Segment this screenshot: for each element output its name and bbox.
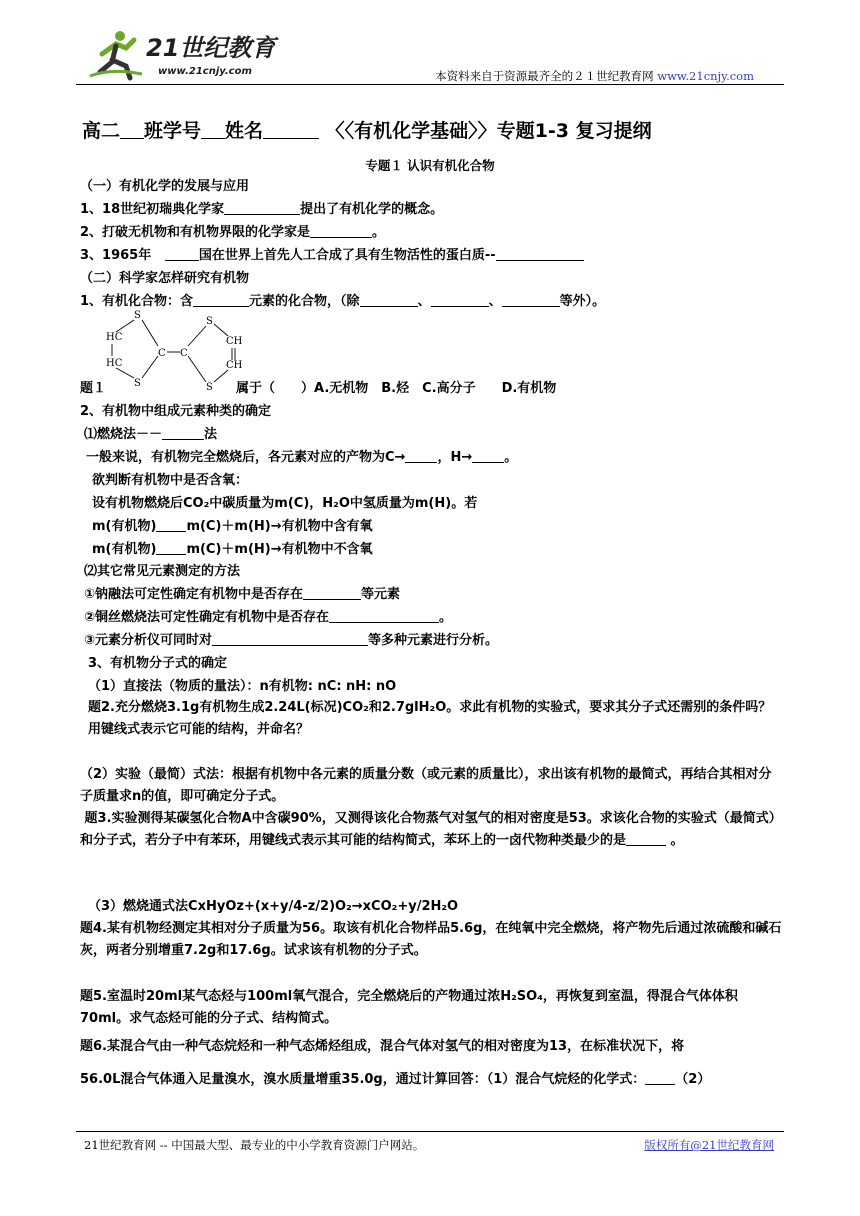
item-1-text-b: 提出了有机化学的概念。 <box>300 202 444 217</box>
question-4: 题4.某有机物经测定其相对分子质量为56。取该有机化合物样品5.6g，在纯氧中完全燃烧，将产物先后通过浓硫酸和碱石灰，两者分别增重7.2g和17.6g。试求该有机物的分子式。 <box>80 921 782 958</box>
item-11-text-b: m(C)＋m(H)→有机物中不含氧 <box>186 542 373 557</box>
logo-url: www.21cnjy.com <box>158 66 252 77</box>
section-subtitle: 专题１ 认识有机化合物 <box>365 158 495 173</box>
copyright-link[interactable]: 版权所有@21世纪教育网 <box>644 1138 774 1152</box>
item-8: 欲判断有机物中是否含氧： <box>92 473 249 488</box>
question-3-text: 题3.实验测得某碳氢化合物A中含碳90%，又测得该化合物蒸气对氢气的相对密度是53。求该化合物的实验式（最简式）和分子式，若分子中有苯环，用键线式表示其可能的结构简式，苯环上的一卤代物种类最少的是 <box>80 811 782 848</box>
blank <box>472 450 504 463</box>
number-blank <box>201 126 225 139</box>
title-grade: 高二 <box>82 120 121 142</box>
item-10-text-a: m(有机物) <box>92 519 157 534</box>
item-14 <box>84 609 452 627</box>
item-16: 3、有机物分子式的确定 <box>88 656 228 671</box>
item-11 <box>92 541 373 559</box>
question-6-line-1: 题6.某混合气由一种气态烷烃和一种气态烯烃组成，混合气体对氢气的相对密度为13，在标准状况下，将 <box>80 1039 685 1054</box>
atom-hc-bottom: HC <box>106 358 123 369</box>
question-3-end: 。 <box>666 833 684 848</box>
blank <box>156 519 186 532</box>
item-6-text-a: ⑴燃烧法－－ <box>84 427 163 442</box>
question-1-label: 题１ <box>80 381 107 396</box>
item-2 <box>80 224 385 242</box>
class-blank <box>120 126 144 139</box>
item-2-text-b: 。 <box>372 225 386 240</box>
header-note-prefix: 本资料来自于资源最齐全的２１世纪教育网 <box>435 69 654 83</box>
name-blank <box>263 126 319 139</box>
blank <box>360 294 418 307</box>
blank <box>496 248 584 261</box>
item-4-text-e: 等外）。 <box>559 294 606 309</box>
chemical-structure-diagram <box>100 306 270 390</box>
atom-c-left: C <box>158 348 166 359</box>
atom-s-left-top: S <box>134 310 141 321</box>
section-heading-1: （一）有机化学的发展与应用 <box>80 179 250 194</box>
item-18: （2）实验（最简）式法：根据有机物中各元素的质量分数（或元素的质量比），求出该有机物的最简式，再结合其相对分子质量求n的值，即可确定分子式。 <box>80 767 772 804</box>
item-7-text-b: ，H→ <box>437 450 473 465</box>
item-4-text-b: 元素的化合物，（除 <box>249 294 360 309</box>
item-15-text-a: ③元素分析仪可同时对 <box>84 633 213 648</box>
item-3 <box>80 247 584 265</box>
item-15 <box>84 632 498 650</box>
item-11-text-a: m(有机物) <box>92 542 157 557</box>
structure-bonds <box>112 320 235 382</box>
blank <box>405 450 437 463</box>
item-10-text-b: m(C)＋m(H)→有机物中含有氧 <box>186 519 373 534</box>
item-14-text-a: ②铜丝燃烧法可定性确定有机物中是否存在 <box>84 610 330 625</box>
header-note <box>435 68 754 84</box>
item-19: （3）燃烧通式法CxHyOz+(x+y/4-z/2)O₂→xCO₂+y/2H₂O <box>88 899 459 914</box>
item-4-text-a: 1、有机化合物：含 <box>80 294 194 309</box>
item-13-text-a: ①钠融法可定性确定有机物中是否存在 <box>84 587 304 602</box>
item-14-text-b: 。 <box>439 610 453 625</box>
page-title <box>82 116 782 143</box>
question-1-text: 属于（ ）A.无机物 B.烃 C.高分子 D.有机物 <box>236 381 557 396</box>
header-divider <box>76 84 784 85</box>
blank <box>165 248 199 261</box>
item-3-text-b: 国在世界上首先人工合成了具有生物活性的蛋白质-- <box>198 248 496 263</box>
item-4-text-d: 、 <box>488 294 502 309</box>
item-7 <box>86 449 517 467</box>
item-10 <box>92 518 373 536</box>
blank <box>329 610 439 623</box>
question-2: 题2.充分燃烧3.1g有机物生成2.24L(标况)CO₂和2.7glH₂O。求此有机物的实验式，要求其分子式还需别的条件吗？用键线式表示它可能的结构，并命名？ <box>88 700 772 737</box>
blank <box>431 294 489 307</box>
footer-divider <box>76 1131 784 1132</box>
runner-icon <box>90 31 142 78</box>
question-1 <box>80 380 556 398</box>
question-6-line-2 <box>80 1071 710 1089</box>
atom-ch-top: CH <box>226 336 243 347</box>
question-3 <box>80 808 784 852</box>
blank <box>212 633 368 646</box>
title-class-number: 班学号 <box>144 120 202 142</box>
logo-text: 21世纪教育 <box>146 34 276 62</box>
atom-ch-bottom: CH <box>226 360 243 371</box>
atom-s-right-bottom: S <box>206 382 213 390</box>
item-13 <box>84 586 400 604</box>
item-1-text-a: 1、18世纪初瑞典化学家 <box>80 202 225 217</box>
item-7-text-a: 一般来说，有机物完全燃烧后，各元素对应的产物为C→ <box>86 450 406 465</box>
atom-s-right-top: S <box>206 316 213 327</box>
item-2-text-a: 2、打破无机物和有机物界限的化学家是 <box>80 225 311 240</box>
question-6-end: （2） <box>675 1072 711 1087</box>
item-12: ⑵其它常见元素测定的方法 <box>84 564 241 579</box>
atom-c-right: C <box>180 348 188 359</box>
site-logo <box>82 24 292 84</box>
item-6 <box>84 426 217 444</box>
item-13-text-b: 等元素 <box>361 587 401 602</box>
item-17: （1）直接法（物质的量法）：n有机物: nC: nH: nO <box>88 679 397 694</box>
item-6-text-b: 法 <box>204 427 218 442</box>
question-6-text: 56.0L混合气体通入足量溴水，溴水质量增重35.0g，通过计算回答：（1）混合气烷烃的化学式： <box>80 1072 646 1087</box>
blank <box>156 542 186 555</box>
item-5: 2、有机物中组成元素种类的确定 <box>80 404 272 419</box>
blank <box>162 427 204 440</box>
blank <box>502 294 560 307</box>
atom-hc-top: HC <box>106 332 123 343</box>
item-9: 设有机物燃烧后CO₂中碳质量为m(C)，H₂O中氢质量为m(H)。若 <box>92 496 478 511</box>
item-1 <box>80 201 443 219</box>
blank <box>310 225 372 238</box>
item-7-text-c: 。 <box>504 450 518 465</box>
item-3-text-a: 3、1965年 <box>80 248 152 263</box>
blank <box>645 1072 675 1085</box>
blank <box>303 587 361 600</box>
blank <box>224 202 300 215</box>
title-name: 姓名 <box>225 120 264 142</box>
item-15-text-b: 等多种元素进行分析。 <box>368 633 499 648</box>
blank <box>626 833 666 846</box>
footer-text: 21世纪教育网 -- 中国最大型、最专业的中小学教育资源门户网站。 <box>84 1138 425 1152</box>
question-5: 题5.室温时20ml某气态烃与100ml氧气混合，完全燃烧后的产物通过浓H₂SO₄，再恢复到室温，得混合气体体积70ml。求气态烃可能的分子式、结构简式。 <box>80 989 738 1026</box>
title-course: 〈〈有机化学基础〉〉专题1-3 复习提纲 <box>325 120 652 142</box>
section-heading-2: （二）科学家怎样研究有机物 <box>80 271 250 286</box>
header-link[interactable]: www.21cnjy.com <box>657 69 754 83</box>
atom-s-left-bottom: S <box>134 378 141 389</box>
item-4-text-c: 、 <box>417 294 431 309</box>
